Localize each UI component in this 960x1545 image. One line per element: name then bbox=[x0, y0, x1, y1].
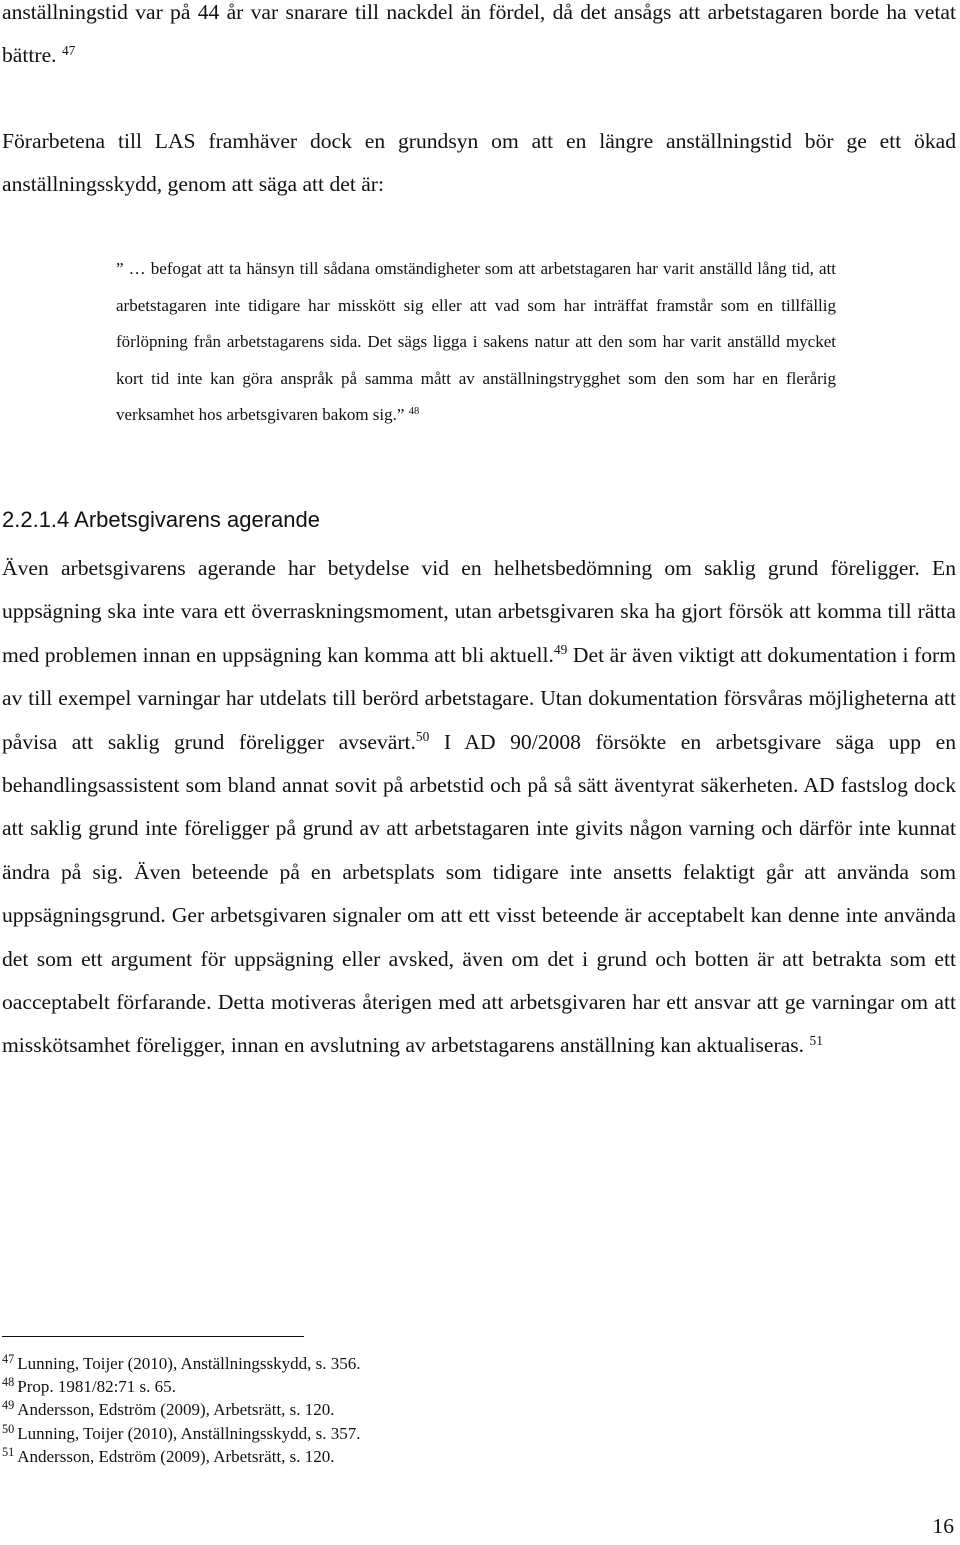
footnote bbox=[2, 1398, 360, 1421]
paragraph-text: Även arbetsgivarens agerande har betydelse vid en helhetsbedömning om saklig grund föreligger. En uppsägning ska inte vara ett överraskningsmoment, utan arbetsgivaren ska ha gjort försök att komma till rätta med problemen innan en uppsägning kan komma att bli aktuell. bbox=[2, 556, 956, 667]
footnote-text: Lunning, Toijer (2010), Anställningsskydd, s. 356. bbox=[17, 1354, 361, 1373]
paragraph-main bbox=[2, 547, 956, 1068]
footnote-ref: 51 bbox=[809, 1033, 823, 1049]
quote-text: ” … befogat att ta hänsyn till sådana omständigheter som att arbetstagaren har varit anställd lång tid, att arbetstagaren inte tidigare har misskött sig eller att vad som har inträffat framstår som en tillfällig förlöpning från arbetstagarens sida. Det sägs ligga i sakens natur att den som har varit anställd mycket kort tid inte kan göra anspråk på samma mått av anställningstrygghet som den som har en flerårig verksamhet hos arbetsgivaren bakom sig.” bbox=[116, 259, 836, 424]
footnote-number: 48 bbox=[2, 1375, 15, 1390]
paragraph-continuation bbox=[2, 0, 956, 78]
footnote-text: Andersson, Edström (2009), Arbetsrätt, s. 120. bbox=[17, 1400, 335, 1420]
footnote bbox=[2, 1422, 360, 1445]
footnote-number: 47 bbox=[2, 1351, 15, 1366]
page-number: 16 bbox=[932, 1514, 954, 1538]
footnote-text: Lunning, Toijer (2010), Anställningsskydd, s. 357. bbox=[17, 1423, 361, 1443]
footnote bbox=[2, 1375, 360, 1398]
footnote-text: Prop. 1981/82:71 s. 65. bbox=[17, 1377, 176, 1397]
block-quote bbox=[116, 251, 836, 434]
footnote-ref: 48 bbox=[408, 406, 420, 418]
paragraph-text: Förarbetena till LAS framhäver dock en grundsyn om att en längre anställningstid bör ge ett ökad anställningsskydd, genom att säga att det är: bbox=[2, 129, 956, 197]
footnote-ref: 49 bbox=[553, 642, 568, 658]
footnote bbox=[2, 1445, 360, 1468]
footnote-number: 50 bbox=[2, 1421, 15, 1436]
footnote-ref: 50 bbox=[415, 729, 430, 745]
footnote-separator bbox=[2, 1336, 304, 1337]
paragraph-text: anställningstid var på 44 år var snarare till nackdel än fördel, då det ansågs att arbetstagaren borde ha vetat bättre. bbox=[2, 0, 956, 68]
section-heading: 2.2.1.4 Arbetsgivarens agerande bbox=[2, 507, 321, 532]
paragraph-text: Det är även viktigt att dokumentation i form av till exempel varningar har utdelats till berörd arbetstagare. Utan dokumentation försvåras möjligheterna att påvisa att saklig grund föreligger avsevärt. bbox=[2, 642, 957, 754]
footnote-number: 51 bbox=[2, 1444, 15, 1459]
paragraph-text: I AD 90/2008 försökte en arbetsgivare säga upp en behandlingsassistent som bland annat sovit på arbetstid och på så sätt äventyrat säkerheten. AD fastslog dock att saklig grund inte föreligger på grund av att arbetstagaren inte givits någon varning och därför inte kunnat ändra på sig. Även beteende på en arbetsplats som tidigare inte ansetts felaktigt går att använda som uppsägningsgrund. Ger arbetsgivaren signaler om att ett visst beteende är acceptabelt kan denne inte använda det som ett argument för uppsägning eller avsked, även om det i grund och botten är att betrakta som ett oacceptabelt förfarande. Detta motiveras återigen med att arbetsgivaren har ett ansvar att ge varningar om att misskötsamhet föreligger, innan en avslutning av arbetstagarens anställning kan aktualiseras. bbox=[2, 729, 956, 1058]
footnote bbox=[2, 1352, 360, 1375]
footnote-number: 49 bbox=[2, 1398, 15, 1413]
paragraph-las-intro bbox=[2, 120, 956, 207]
footnote-ref: 47 bbox=[61, 43, 76, 59]
footnote-text: Andersson, Edström (2009), Arbetsrätt, s. 120. bbox=[17, 1446, 335, 1466]
footnotes bbox=[2, 1352, 360, 1468]
